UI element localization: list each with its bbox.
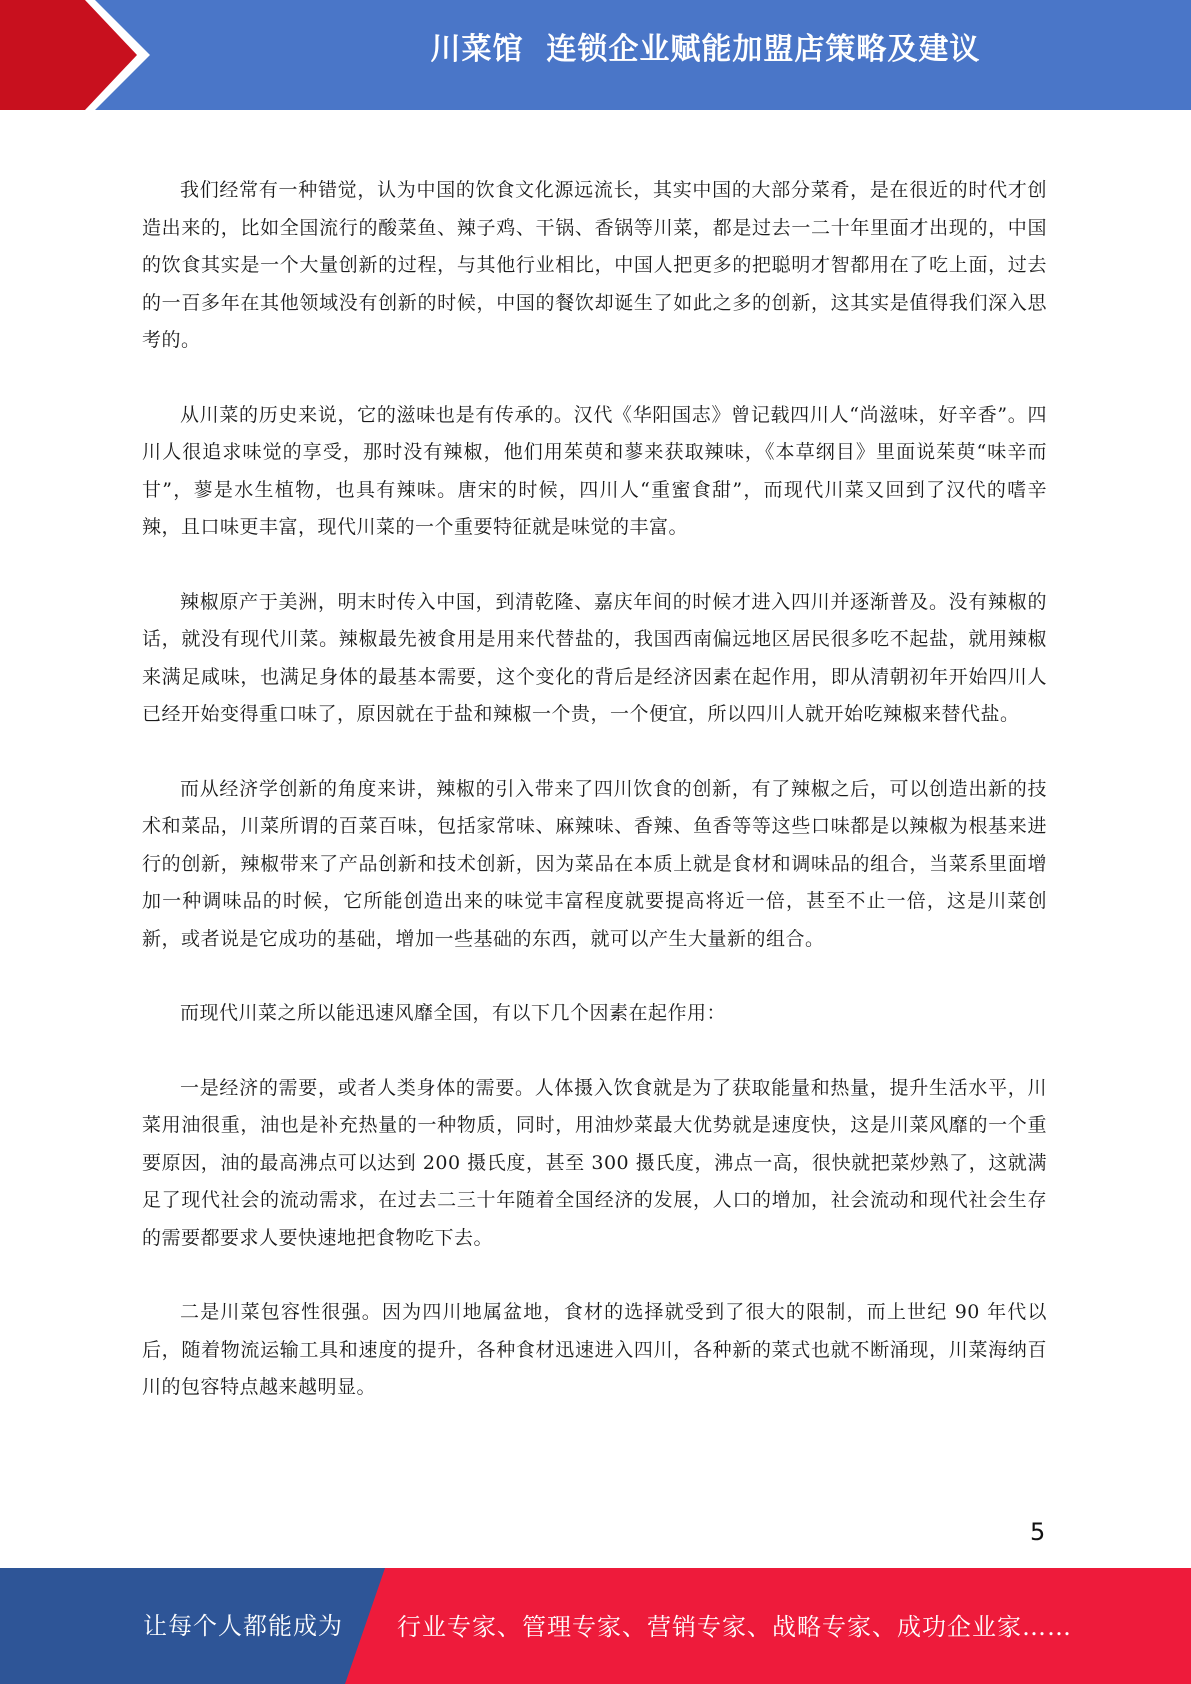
header-title: 川菜馆 连锁企业赋能加盟店策略及建议 [430, 32, 981, 67]
paragraph: 我们经常有一种错觉，认为中国的饮食文化源远流长，其实中国的大部分菜肴，是在很近的时代才创造出来的，比如全国流行的酸菜鱼、辣子鸡、干锅、香锅等川菜，都是过去一二十年里面才出现的，中国的饮食其实是一个大量创新的过程，与其他行业相比，中国人把更多的把聪明才智都用在了吃上面，过去的一百多年在其他领域没有创新的时候，中国的餐饮却诞生了如此之多的创新，这其实是值得我们深入思考的。 [142, 179, 1047, 351]
paragraph: 而从经济学创新的角度来讲，辣椒的引入带来了四川饮食的创新，有了辣椒之后，可以创造出新的技术和菜品，川菜所谓的百菜百味，包括家常味、麻辣味、香辣、鱼香等等这些口味都是以辣椒为根基来进行的创新，辣椒带来了产品创新和技术创新，因为菜品在本质上就是食材和调味品的组合，当菜系里面增加一种调味品的时候，它所能创造出来的味觉丰富程度就要提高将近一倍，甚至不止一倍，这是川菜创新，或者说是它成功的基础，增加一些基础的东西，就可以产生大量新的组合。 [142, 777, 1047, 950]
paragraph: 从川菜的历史来说，它的滋味也是有传承的。汉代《华阳国志》曾记载四川人“尚滋味，好辛香”。四川人很追求味觉的享受，那时没有辣椒，他们用茱萸和蓼来获取辣味，《本草纲目》里面说茱萸“味辛而甘”，蓼是水生植物，也具有辣味。唐宋的时候，四川人“重蜜食甜”，而现代川菜又回到了汉代的嗜辛辣，且口味更丰富，现代川菜的一个重要特征就是味觉的丰富。 [142, 403, 1047, 538]
footer-slogan-left: 让每个人都能成为 [143, 1612, 343, 1640]
page-header [0, 0, 1191, 110]
paragraph: 二是川菜包容性很强。因为四川地属盆地，食材的选择就受到了很大的限制，而上世纪 90 年代以后，随着物流运输工具和速度的提升，各种食材迅速进入四川，各种新的菜式也就不断涌现，川菜海纳百川的包容特点越来越明显。 [142, 1301, 1047, 1398]
footer-slogan-right: 行业专家、管理专家、营销专家、战略专家、成功企业家…… [397, 1613, 1072, 1641]
paragraph: 辣椒原产于美洲，明末时传入中国，到清乾隆、嘉庆年间的时候才进入四川并逐渐普及。没有辣椒的话，就没有现代川菜。辣椒最先被食用是用来代替盐的，我国西南偏远地区居民很多吃不起盐，就用辣椒来满足咸味，也满足身体的最基本需要，这个变化的背后是经济因素在起作用，即从清朝初年开始四川人已经开始变得重口味了，原因就在于盐和辣椒一个贵，一个便宜，所以四川人就开始吃辣椒来替代盐。 [142, 590, 1047, 725]
paragraph: 一是经济的需要，或者人类身体的需要。人体摄入饮食就是为了获取能量和热量，提升生活水平，川菜用油很重，油也是补充热量的一种物质，同时，用油炒菜最大优势就是速度快，这是川菜风靡的一个重要原因，油的最高沸点可以达到 200 摄氏度，甚至 300 摄氏度，沸点一高，很快就把菜炒熟了，这就满足了现代社会的流动需求，在过去二三十年随着全国经济的发展，人口的增加，社会流动和现代社会生存的需要都要求人要快速地把食物吃下去。 [142, 1076, 1047, 1249]
page-footer [0, 1568, 1191, 1684]
article-body [142, 172, 1047, 1444]
page-number: 5 [1030, 1518, 1046, 1546]
paragraph: 而现代川菜之所以能迅速风靡全国，有以下几个因素在起作用： [180, 1002, 727, 1024]
